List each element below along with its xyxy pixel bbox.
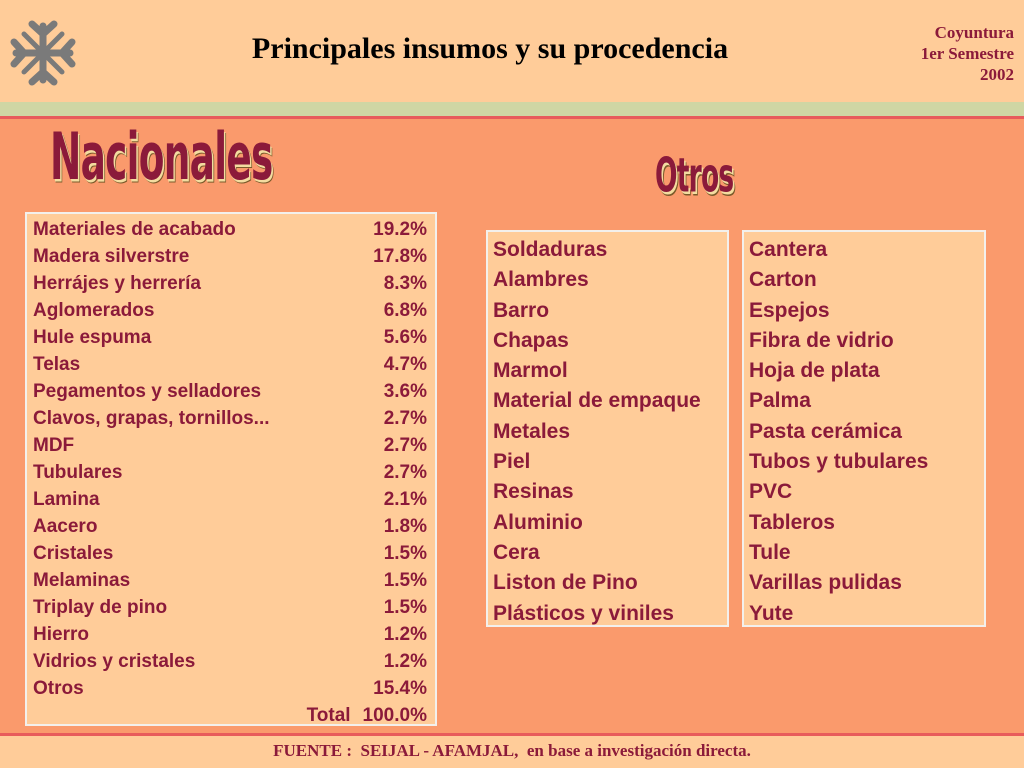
- material-name: Tubulares: [33, 462, 123, 483]
- table-row: [33, 486, 427, 513]
- table-row: [33, 675, 427, 702]
- material-name: Lamina: [33, 489, 100, 510]
- table-row: [33, 540, 427, 567]
- material-name: Cristales: [33, 543, 114, 564]
- list-item: Aluminio: [493, 510, 583, 534]
- material-name: Aacero: [33, 516, 98, 537]
- material-percentage: 1.5%: [383, 543, 427, 564]
- table-row: [33, 513, 427, 540]
- material-name: Aglomerados: [33, 300, 155, 321]
- material-percentage: 2.7%: [383, 462, 427, 483]
- material-percentage: 2.1%: [383, 489, 427, 510]
- table-row: [33, 378, 427, 405]
- table-row: [33, 243, 427, 270]
- otros-list-right: [742, 230, 986, 627]
- list-item: Material de empaque: [493, 389, 701, 413]
- list-item: Carton: [749, 268, 817, 292]
- material-percentage: 1.2%: [383, 624, 427, 645]
- table-row: [33, 216, 427, 243]
- nacionales-table: [25, 212, 437, 726]
- list-item: Piel: [493, 450, 531, 474]
- list-item: Chapas: [493, 328, 569, 352]
- material-percentage: 5.6%: [383, 327, 427, 348]
- table-row: [33, 297, 427, 324]
- list-item: Fibra de vidrio: [749, 328, 894, 352]
- table-row: [33, 594, 427, 621]
- table-row: [33, 459, 427, 486]
- period-line-3: 2002: [980, 65, 1014, 84]
- list-item: Soldaduras: [493, 238, 608, 261]
- table-row: [33, 432, 427, 459]
- material-name: Triplay de pino: [33, 597, 168, 618]
- material-name: Clavos, grapas, tornillos...: [33, 408, 270, 429]
- header-divider-line: [0, 116, 1024, 119]
- material-percentage: 19.2%: [373, 219, 427, 240]
- material-name: Melaminas: [33, 570, 131, 591]
- list-item: Alambres: [493, 268, 589, 292]
- list-item: Palma: [749, 389, 811, 413]
- list-item: Plásticos y viniles: [493, 601, 674, 625]
- material-name: Hule espuma: [33, 327, 152, 348]
- page-title: Principales insumos y su procedencia: [251, 32, 729, 65]
- total-label: Total: [306, 705, 351, 726]
- otros-list-left: [486, 230, 729, 627]
- list-item: Tule: [749, 540, 791, 564]
- material-name: Materiales de acabado: [33, 219, 236, 240]
- list-item: Yute: [749, 601, 794, 625]
- list-item: Metales: [493, 419, 571, 443]
- material-percentage: 1.5%: [383, 570, 427, 591]
- list-item: Varillas pulidas: [749, 571, 902, 595]
- material-percentage: 6.8%: [383, 300, 427, 321]
- material-percentage: 4.7%: [383, 354, 427, 375]
- material-name: Telas: [33, 354, 81, 375]
- table-row: [33, 621, 427, 648]
- list-item: Marmol: [493, 359, 568, 383]
- material-name: Vidrios y cristales: [33, 651, 196, 672]
- sun-glyph-logo-icon: [8, 18, 78, 88]
- list-item: Tubos y tubulares: [749, 450, 929, 474]
- source-note: FUENTE : SEIJAL - AFAMJAL, en base a investigación directa.: [273, 741, 751, 760]
- material-percentage: 17.8%: [373, 246, 427, 267]
- material-name: Hierro: [33, 624, 89, 645]
- material-name: Madera silverstre: [33, 246, 190, 267]
- material-percentage: 15.4%: [373, 678, 427, 699]
- list-item: Cera: [493, 540, 540, 564]
- material-percentage: 1.8%: [383, 516, 427, 537]
- list-item: Barro: [493, 298, 550, 322]
- material-percentage: 1.2%: [383, 651, 427, 672]
- material-percentage: 2.7%: [383, 435, 427, 456]
- material-percentage: 3.6%: [383, 381, 427, 402]
- list-item: Liston de Pino: [493, 571, 638, 595]
- material-name: Otros: [33, 678, 84, 699]
- period-line-2: 1er Semestre: [920, 44, 1014, 63]
- total-value: 100.0%: [362, 705, 427, 726]
- header-divider-band: [0, 102, 1024, 116]
- period-label: [921, 22, 1014, 85]
- nacionales-heading: Nacionales: [50, 120, 273, 195]
- material-percentage: 8.3%: [383, 273, 427, 294]
- material-name: MDF: [33, 435, 75, 456]
- material-name: Pegamentos y selladores: [33, 381, 262, 402]
- list-item: PVC: [749, 480, 793, 504]
- list-item: Cantera: [749, 238, 828, 261]
- list-item: Espejos: [749, 298, 830, 322]
- otros-heading: Otros: [655, 148, 734, 204]
- list-item: Pasta cerámica: [749, 419, 902, 443]
- table-row: [33, 324, 427, 351]
- table-row: [33, 351, 427, 378]
- table-row: [33, 648, 427, 675]
- period-line-1: Coyuntura: [934, 23, 1014, 42]
- table-row: [33, 567, 427, 594]
- list-item: Hoja de plata: [749, 359, 880, 383]
- list-item: Tableros: [749, 510, 835, 534]
- total-row: [33, 702, 427, 729]
- table-row: [33, 270, 427, 297]
- material-percentage: 2.7%: [383, 408, 427, 429]
- list-item: Resinas: [493, 480, 574, 504]
- material-percentage: 1.5%: [383, 597, 427, 618]
- table-row: [33, 405, 427, 432]
- material-name: Herrájes y herrería: [33, 273, 201, 294]
